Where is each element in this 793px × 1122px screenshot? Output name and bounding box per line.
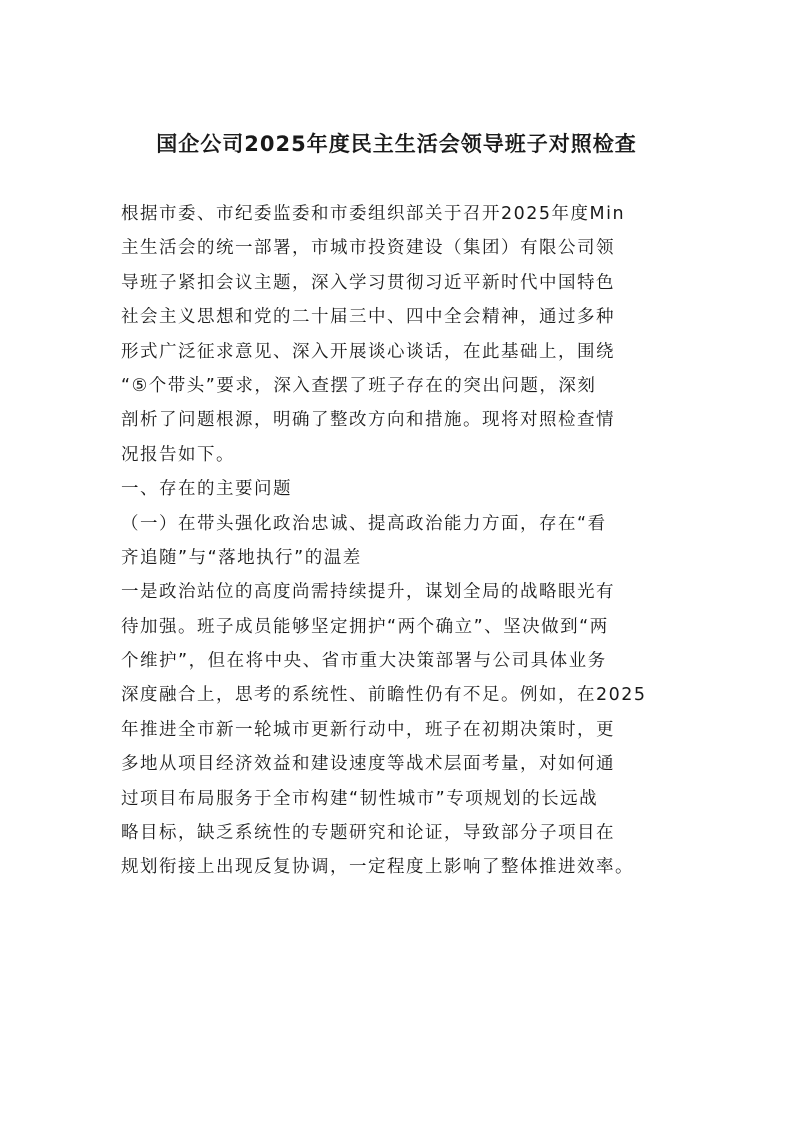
body-line: 个维护”，但在将中央、省市重大决策部署与公司具体业务 xyxy=(121,651,607,672)
body-line: 年推进全市新一轮城市更新行动中，班子在初期决策时，更 xyxy=(121,719,615,740)
subsection-heading: （一）在带头强化政治忠诚、提高政治能力方面，存在“看 xyxy=(121,513,607,534)
section-heading: 一、存在的主要问题 xyxy=(121,479,292,500)
body-line: 形式广泛征求意见、深入开展谈心谈话，在此基础上，围绕 xyxy=(121,341,615,362)
body-line: 过项目布局服务于全市构建“韧性城市”专项规划的长远战 xyxy=(121,788,599,809)
body-line: 多地从项目经济效益和建设速度等战术层面考量，对如何通 xyxy=(121,754,615,775)
body-line: 剖析了问题根源，明确了整改方向和措施。现将对照检查情 xyxy=(121,410,615,431)
body-line: 深度融合上，思考的系统性、前瞻性仍有不足。例如，在2025 xyxy=(121,685,647,706)
body-line: 规划衔接上出现反复协调，一定程度上影响了整体推进效率。 xyxy=(121,857,634,878)
body-line: “⑤个带头”要求，深入查摆了班子存在的突出问题，深刻 xyxy=(121,375,597,396)
body-line: 待加强。班子成员能够坚定拥护“两个确立”、坚决做到“两 xyxy=(121,616,609,637)
body-line: 社会主义思想和党的二十届三中、四中全会精神，通过多种 xyxy=(121,307,615,328)
body-line: 主生活会的统一部署，市城市投资建设（集团）有限公司领 xyxy=(121,238,615,259)
subsection-heading: 齐追随”与“落地执行”的温差 xyxy=(121,547,362,568)
body-line: 导班子紧扣会议主题，深入学习贯彻习近平新时代中国特色 xyxy=(121,272,615,293)
body-line: 况报告如下。 xyxy=(121,444,235,465)
document-title: 国企公司2025年度民主生活会领导班子对照检查 xyxy=(156,132,637,156)
body-line: 根据市委、市纪委监委和市委组织部关于召开2025年度Min xyxy=(121,204,626,224)
body-line: 略目标，缺乏系统性的专题研究和论证，导致部分子项目在 xyxy=(121,823,615,844)
body-line: 一是政治站位的高度尚需持续提升，谋划全局的战略眼光有 xyxy=(121,582,615,603)
document-body xyxy=(121,197,681,885)
